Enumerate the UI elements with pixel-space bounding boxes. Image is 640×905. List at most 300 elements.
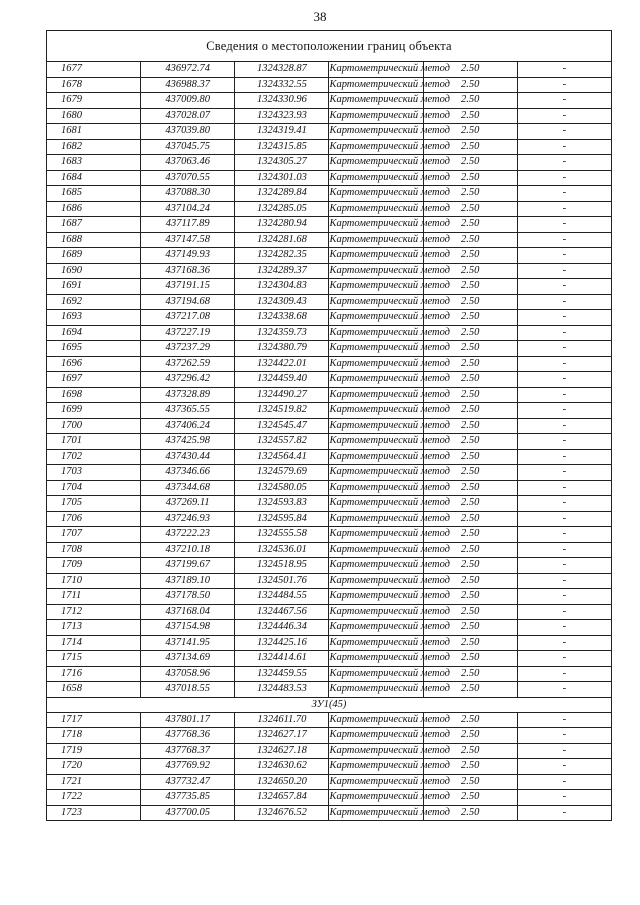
note-cell: - [517,589,611,605]
accuracy-cell: 2.50 [423,480,517,496]
point-number-cell: 1690 [47,263,141,279]
method-cell: Картометрический метод [329,434,423,450]
accuracy-cell: 2.50 [423,527,517,543]
table-row [47,449,612,465]
method-cell: Картометрический метод [329,139,423,155]
coord-x-cell: 437178.50 [141,589,235,605]
note-cell: - [517,542,611,558]
note-cell: - [517,790,611,806]
note-cell: - [517,217,611,233]
coord-y-cell: 1324611.70 [235,712,329,728]
table-row [47,170,612,186]
coord-x-cell: 437141.95 [141,635,235,651]
point-number-cell: 1678 [47,77,141,93]
coord-x-cell: 437769.92 [141,759,235,775]
coord-x-cell: 437191.15 [141,279,235,295]
coord-x-cell: 437237.29 [141,341,235,357]
note-cell: - [517,434,611,450]
accuracy-cell: 2.50 [423,434,517,450]
note-cell: - [517,186,611,202]
coord-x-cell: 437028.07 [141,108,235,124]
point-number-cell: 1679 [47,93,141,109]
accuracy-cell: 2.50 [423,589,517,605]
table-row [47,294,612,310]
coord-x-cell: 437328.89 [141,387,235,403]
coord-x-cell: 437801.17 [141,712,235,728]
accuracy-cell: 2.50 [423,712,517,728]
point-number-cell: 1682 [47,139,141,155]
accuracy-cell: 2.50 [423,449,517,465]
note-cell: - [517,62,611,78]
accuracy-cell: 2.50 [423,620,517,636]
method-cell: Картометрический метод [329,248,423,264]
point-number-cell: 1684 [47,170,141,186]
method-cell: Картометрический метод [329,604,423,620]
table-row [47,201,612,217]
coord-y-cell: 1324595.84 [235,511,329,527]
accuracy-cell: 2.50 [423,263,517,279]
note-cell: - [517,232,611,248]
coord-x-cell: 437088.30 [141,186,235,202]
accuracy-cell: 2.50 [423,403,517,419]
note-cell: - [517,155,611,171]
coord-y-cell: 1324501.76 [235,573,329,589]
point-number-cell: 1705 [47,496,141,512]
method-cell: Картометрический метод [329,589,423,605]
table-row [47,310,612,326]
point-number-cell: 1695 [47,341,141,357]
point-number-cell: 1700 [47,418,141,434]
coord-x-cell: 437168.36 [141,263,235,279]
note-cell: - [517,418,611,434]
accuracy-cell: 2.50 [423,573,517,589]
note-cell: - [517,403,611,419]
point-number-cell: 1706 [47,511,141,527]
accuracy-cell: 2.50 [423,139,517,155]
accuracy-cell: 2.50 [423,542,517,558]
coord-y-cell: 1324555.58 [235,527,329,543]
page-number: 38 [313,9,327,24]
table-title-row [47,31,612,62]
accuracy-cell: 2.50 [423,805,517,821]
method-cell: Картометрический метод [329,728,423,744]
accuracy-cell: 2.50 [423,604,517,620]
note-cell: - [517,279,611,295]
note-cell: - [517,527,611,543]
accuracy-cell: 2.50 [423,496,517,512]
method-cell: Картометрический метод [329,712,423,728]
accuracy-cell: 2.50 [423,186,517,202]
note-cell: - [517,620,611,636]
accuracy-cell: 2.50 [423,465,517,481]
method-cell: Картометрический метод [329,620,423,636]
coord-x-cell: 437217.08 [141,310,235,326]
point-number-cell: 1696 [47,356,141,372]
accuracy-cell: 2.50 [423,558,517,574]
table-row [47,93,612,109]
point-number-cell: 1712 [47,604,141,620]
section-row [47,697,612,712]
coord-x-cell: 436972.74 [141,62,235,78]
coord-y-cell: 1324359.73 [235,325,329,341]
point-number-cell: 1693 [47,310,141,326]
coord-y-cell: 1324289.84 [235,186,329,202]
coord-x-cell: 437154.98 [141,620,235,636]
note-cell: - [517,651,611,667]
method-cell: Картометрический метод [329,93,423,109]
note-cell: - [517,93,611,109]
table-row [47,527,612,543]
coord-y-cell: 1324579.69 [235,465,329,481]
method-cell: Картометрический метод [329,325,423,341]
coord-y-cell: 1324281.68 [235,232,329,248]
accuracy-cell: 2.50 [423,666,517,682]
note-cell: - [517,774,611,790]
table-row [47,356,612,372]
coord-y-cell: 1324580.05 [235,480,329,496]
method-cell: Картометрический метод [329,527,423,543]
point-number-cell: 1717 [47,712,141,728]
accuracy-cell: 2.50 [423,387,517,403]
accuracy-cell: 2.50 [423,511,517,527]
point-number-cell: 1722 [47,790,141,806]
point-number-cell: 1703 [47,465,141,481]
coord-x-cell: 437168.04 [141,604,235,620]
method-cell: Картометрический метод [329,356,423,372]
table-row [47,263,612,279]
coord-y-cell: 1324519.82 [235,403,329,419]
table-row [47,558,612,574]
table-row [47,635,612,651]
coord-x-cell: 437296.42 [141,372,235,388]
point-number-cell: 1723 [47,805,141,821]
boundary-table [46,30,612,821]
table-row [47,759,612,775]
coord-x-cell: 437406.24 [141,418,235,434]
coord-y-cell: 1324627.18 [235,743,329,759]
coord-x-cell: 437346.66 [141,465,235,481]
table-row [47,651,612,667]
note-cell: - [517,743,611,759]
coord-x-cell: 437210.18 [141,542,235,558]
point-number-cell: 1701 [47,434,141,450]
coord-x-cell: 437070.55 [141,170,235,186]
method-cell: Картометрический метод [329,124,423,140]
note-cell: - [517,108,611,124]
table-row [47,77,612,93]
note-cell: - [517,666,611,682]
coord-x-cell: 437009.80 [141,93,235,109]
note-cell: - [517,604,611,620]
note-cell: - [517,635,611,651]
coord-x-cell: 437199.67 [141,558,235,574]
coord-y-cell: 1324285.05 [235,201,329,217]
method-cell: Картометрический метод [329,418,423,434]
accuracy-cell: 2.50 [423,155,517,171]
note-cell: - [517,496,611,512]
coord-y-cell: 1324304.83 [235,279,329,295]
point-number-cell: 1704 [47,480,141,496]
table-row [47,403,612,419]
coord-x-cell: 437189.10 [141,573,235,589]
method-cell: Картометрический метод [329,341,423,357]
method-cell: Картометрический метод [329,465,423,481]
note-cell: - [517,558,611,574]
note-cell: - [517,682,611,698]
coord-x-cell: 437700.05 [141,805,235,821]
point-number-cell: 1677 [47,62,141,78]
coord-x-cell: 437045.75 [141,139,235,155]
accuracy-cell: 2.50 [423,108,517,124]
table-row [47,341,612,357]
table-row [47,573,612,589]
table-row [47,589,612,605]
coord-x-cell: 437063.46 [141,155,235,171]
coord-x-cell: 437134.69 [141,651,235,667]
accuracy-cell: 2.50 [423,124,517,140]
point-number-cell: 1702 [47,449,141,465]
method-cell: Картометрический метод [329,666,423,682]
table-row [47,620,612,636]
accuracy-cell: 2.50 [423,743,517,759]
method-cell: Картометрический метод [329,403,423,419]
boundary-table-container [46,30,612,821]
note-cell: - [517,170,611,186]
table-row [47,712,612,728]
coord-x-cell: 437425.98 [141,434,235,450]
coord-x-cell: 437222.23 [141,527,235,543]
accuracy-cell: 2.50 [423,248,517,264]
method-cell: Картометрический метод [329,635,423,651]
coord-y-cell: 1324301.03 [235,170,329,186]
point-number-cell: 1685 [47,186,141,202]
coord-x-cell: 437262.59 [141,356,235,372]
method-cell: Картометрический метод [329,232,423,248]
method-cell: Картометрический метод [329,310,423,326]
coord-y-cell: 1324330.96 [235,93,329,109]
coord-y-cell: 1324380.79 [235,341,329,357]
point-number-cell: 1720 [47,759,141,775]
method-cell: Картометрический метод [329,372,423,388]
method-cell: Картометрический метод [329,573,423,589]
point-number-cell: 1719 [47,743,141,759]
method-cell: Картометрический метод [329,201,423,217]
coord-y-cell: 1324323.93 [235,108,329,124]
point-number-cell: 1707 [47,527,141,543]
table-row [47,542,612,558]
coord-x-cell: 436988.37 [141,77,235,93]
table-row [47,62,612,78]
coord-x-cell: 437149.93 [141,248,235,264]
coord-y-cell: 1324536.01 [235,542,329,558]
accuracy-cell: 2.50 [423,372,517,388]
coord-y-cell: 1324490.27 [235,387,329,403]
method-cell: Картометрический метод [329,511,423,527]
point-number-cell: 1688 [47,232,141,248]
note-cell: - [517,294,611,310]
coord-y-cell: 1324289.37 [235,263,329,279]
accuracy-cell: 2.50 [423,201,517,217]
method-cell: Картометрический метод [329,558,423,574]
method-cell: Картометрический метод [329,805,423,821]
note-cell: - [517,449,611,465]
accuracy-cell: 2.50 [423,651,517,667]
accuracy-cell: 2.50 [423,341,517,357]
point-number-cell: 1715 [47,651,141,667]
accuracy-cell: 2.50 [423,325,517,341]
table-row [47,790,612,806]
method-cell: Картометрический метод [329,77,423,93]
note-cell: - [517,77,611,93]
note-cell: - [517,728,611,744]
coord-y-cell: 1324459.40 [235,372,329,388]
table-row [47,496,612,512]
table-row [47,480,612,496]
point-number-cell: 1716 [47,666,141,682]
point-number-cell: 1711 [47,589,141,605]
table-row [47,666,612,682]
coord-y-cell: 1324332.55 [235,77,329,93]
coord-y-cell: 1324319.41 [235,124,329,140]
coord-x-cell: 437269.11 [141,496,235,512]
coord-y-cell: 1324425.16 [235,635,329,651]
method-cell: Картометрический метод [329,186,423,202]
table-row [47,728,612,744]
table-row [47,325,612,341]
accuracy-cell: 2.50 [423,93,517,109]
coord-y-cell: 1324650.20 [235,774,329,790]
note-cell: - [517,248,611,264]
coord-y-cell: 1324338.68 [235,310,329,326]
section-label: ЗУ1(45) [47,697,612,712]
point-number-cell: 1699 [47,403,141,419]
table-row [47,434,612,450]
coord-x-cell: 437732.47 [141,774,235,790]
coord-x-cell: 437104.24 [141,201,235,217]
accuracy-cell: 2.50 [423,232,517,248]
note-cell: - [517,124,611,140]
coord-y-cell: 1324309.43 [235,294,329,310]
method-cell: Картометрический метод [329,279,423,295]
accuracy-cell: 2.50 [423,217,517,233]
method-cell: Картометрический метод [329,790,423,806]
coord-y-cell: 1324459.55 [235,666,329,682]
point-number-cell: 1687 [47,217,141,233]
note-cell: - [517,325,611,341]
note-cell: - [517,310,611,326]
accuracy-cell: 2.50 [423,310,517,326]
point-number-cell: 1683 [47,155,141,171]
coord-x-cell: 437246.93 [141,511,235,527]
point-number-cell: 1714 [47,635,141,651]
point-number-cell: 1721 [47,774,141,790]
point-number-cell: 1689 [47,248,141,264]
table-row [47,465,612,481]
coord-x-cell: 437194.68 [141,294,235,310]
accuracy-cell: 2.50 [423,790,517,806]
coord-y-cell: 1324545.47 [235,418,329,434]
point-number-cell: 1710 [47,573,141,589]
point-number-cell: 1694 [47,325,141,341]
note-cell: - [517,139,611,155]
table-row [47,805,612,821]
coord-y-cell: 1324484.55 [235,589,329,605]
note-cell: - [517,573,611,589]
method-cell: Картометрический метод [329,263,423,279]
note-cell: - [517,387,611,403]
method-cell: Картометрический метод [329,480,423,496]
table-row [47,418,612,434]
method-cell: Картометрический метод [329,62,423,78]
coord-y-cell: 1324593.83 [235,496,329,512]
method-cell: Картометрический метод [329,155,423,171]
point-number-cell: 1697 [47,372,141,388]
coord-y-cell: 1324557.82 [235,434,329,450]
coord-y-cell: 1324627.17 [235,728,329,744]
coord-x-cell: 437117.89 [141,217,235,233]
method-cell: Картометрический метод [329,743,423,759]
point-number-cell: 1692 [47,294,141,310]
coord-y-cell: 1324676.52 [235,805,329,821]
point-number-cell: 1713 [47,620,141,636]
accuracy-cell: 2.50 [423,728,517,744]
method-cell: Картометрический метод [329,542,423,558]
table-row [47,743,612,759]
note-cell: - [517,201,611,217]
accuracy-cell: 2.50 [423,635,517,651]
note-cell: - [517,511,611,527]
table-row [47,372,612,388]
accuracy-cell: 2.50 [423,170,517,186]
table-row [47,232,612,248]
method-cell: Картометрический метод [329,387,423,403]
accuracy-cell: 2.50 [423,682,517,698]
accuracy-cell: 2.50 [423,356,517,372]
note-cell: - [517,805,611,821]
accuracy-cell: 2.50 [423,62,517,78]
coord-x-cell: 437365.55 [141,403,235,419]
accuracy-cell: 2.50 [423,294,517,310]
coord-x-cell: 437768.36 [141,728,235,744]
coord-x-cell: 437227.19 [141,325,235,341]
point-number-cell: 1686 [47,201,141,217]
coord-x-cell: 437147.58 [141,232,235,248]
coord-y-cell: 1324467.56 [235,604,329,620]
note-cell: - [517,465,611,481]
coord-y-cell: 1324328.87 [235,62,329,78]
coord-y-cell: 1324446.34 [235,620,329,636]
coord-x-cell: 437018.55 [141,682,235,698]
coord-y-cell: 1324305.27 [235,155,329,171]
table-row [47,387,612,403]
coord-x-cell: 437430.44 [141,449,235,465]
table-row [47,186,612,202]
note-cell: - [517,480,611,496]
coord-y-cell: 1324280.94 [235,217,329,233]
note-cell: - [517,372,611,388]
method-cell: Картометрический метод [329,170,423,186]
point-number-cell: 1708 [47,542,141,558]
table-row [47,682,612,698]
table-title: Сведения о местоположении границ объекта [47,31,612,62]
coord-x-cell: 437058.96 [141,666,235,682]
coord-y-cell: 1324414.61 [235,651,329,667]
table-row [47,139,612,155]
coord-y-cell: 1324630.62 [235,759,329,775]
coord-y-cell: 1324483.53 [235,682,329,698]
coord-y-cell: 1324422.01 [235,356,329,372]
accuracy-cell: 2.50 [423,759,517,775]
